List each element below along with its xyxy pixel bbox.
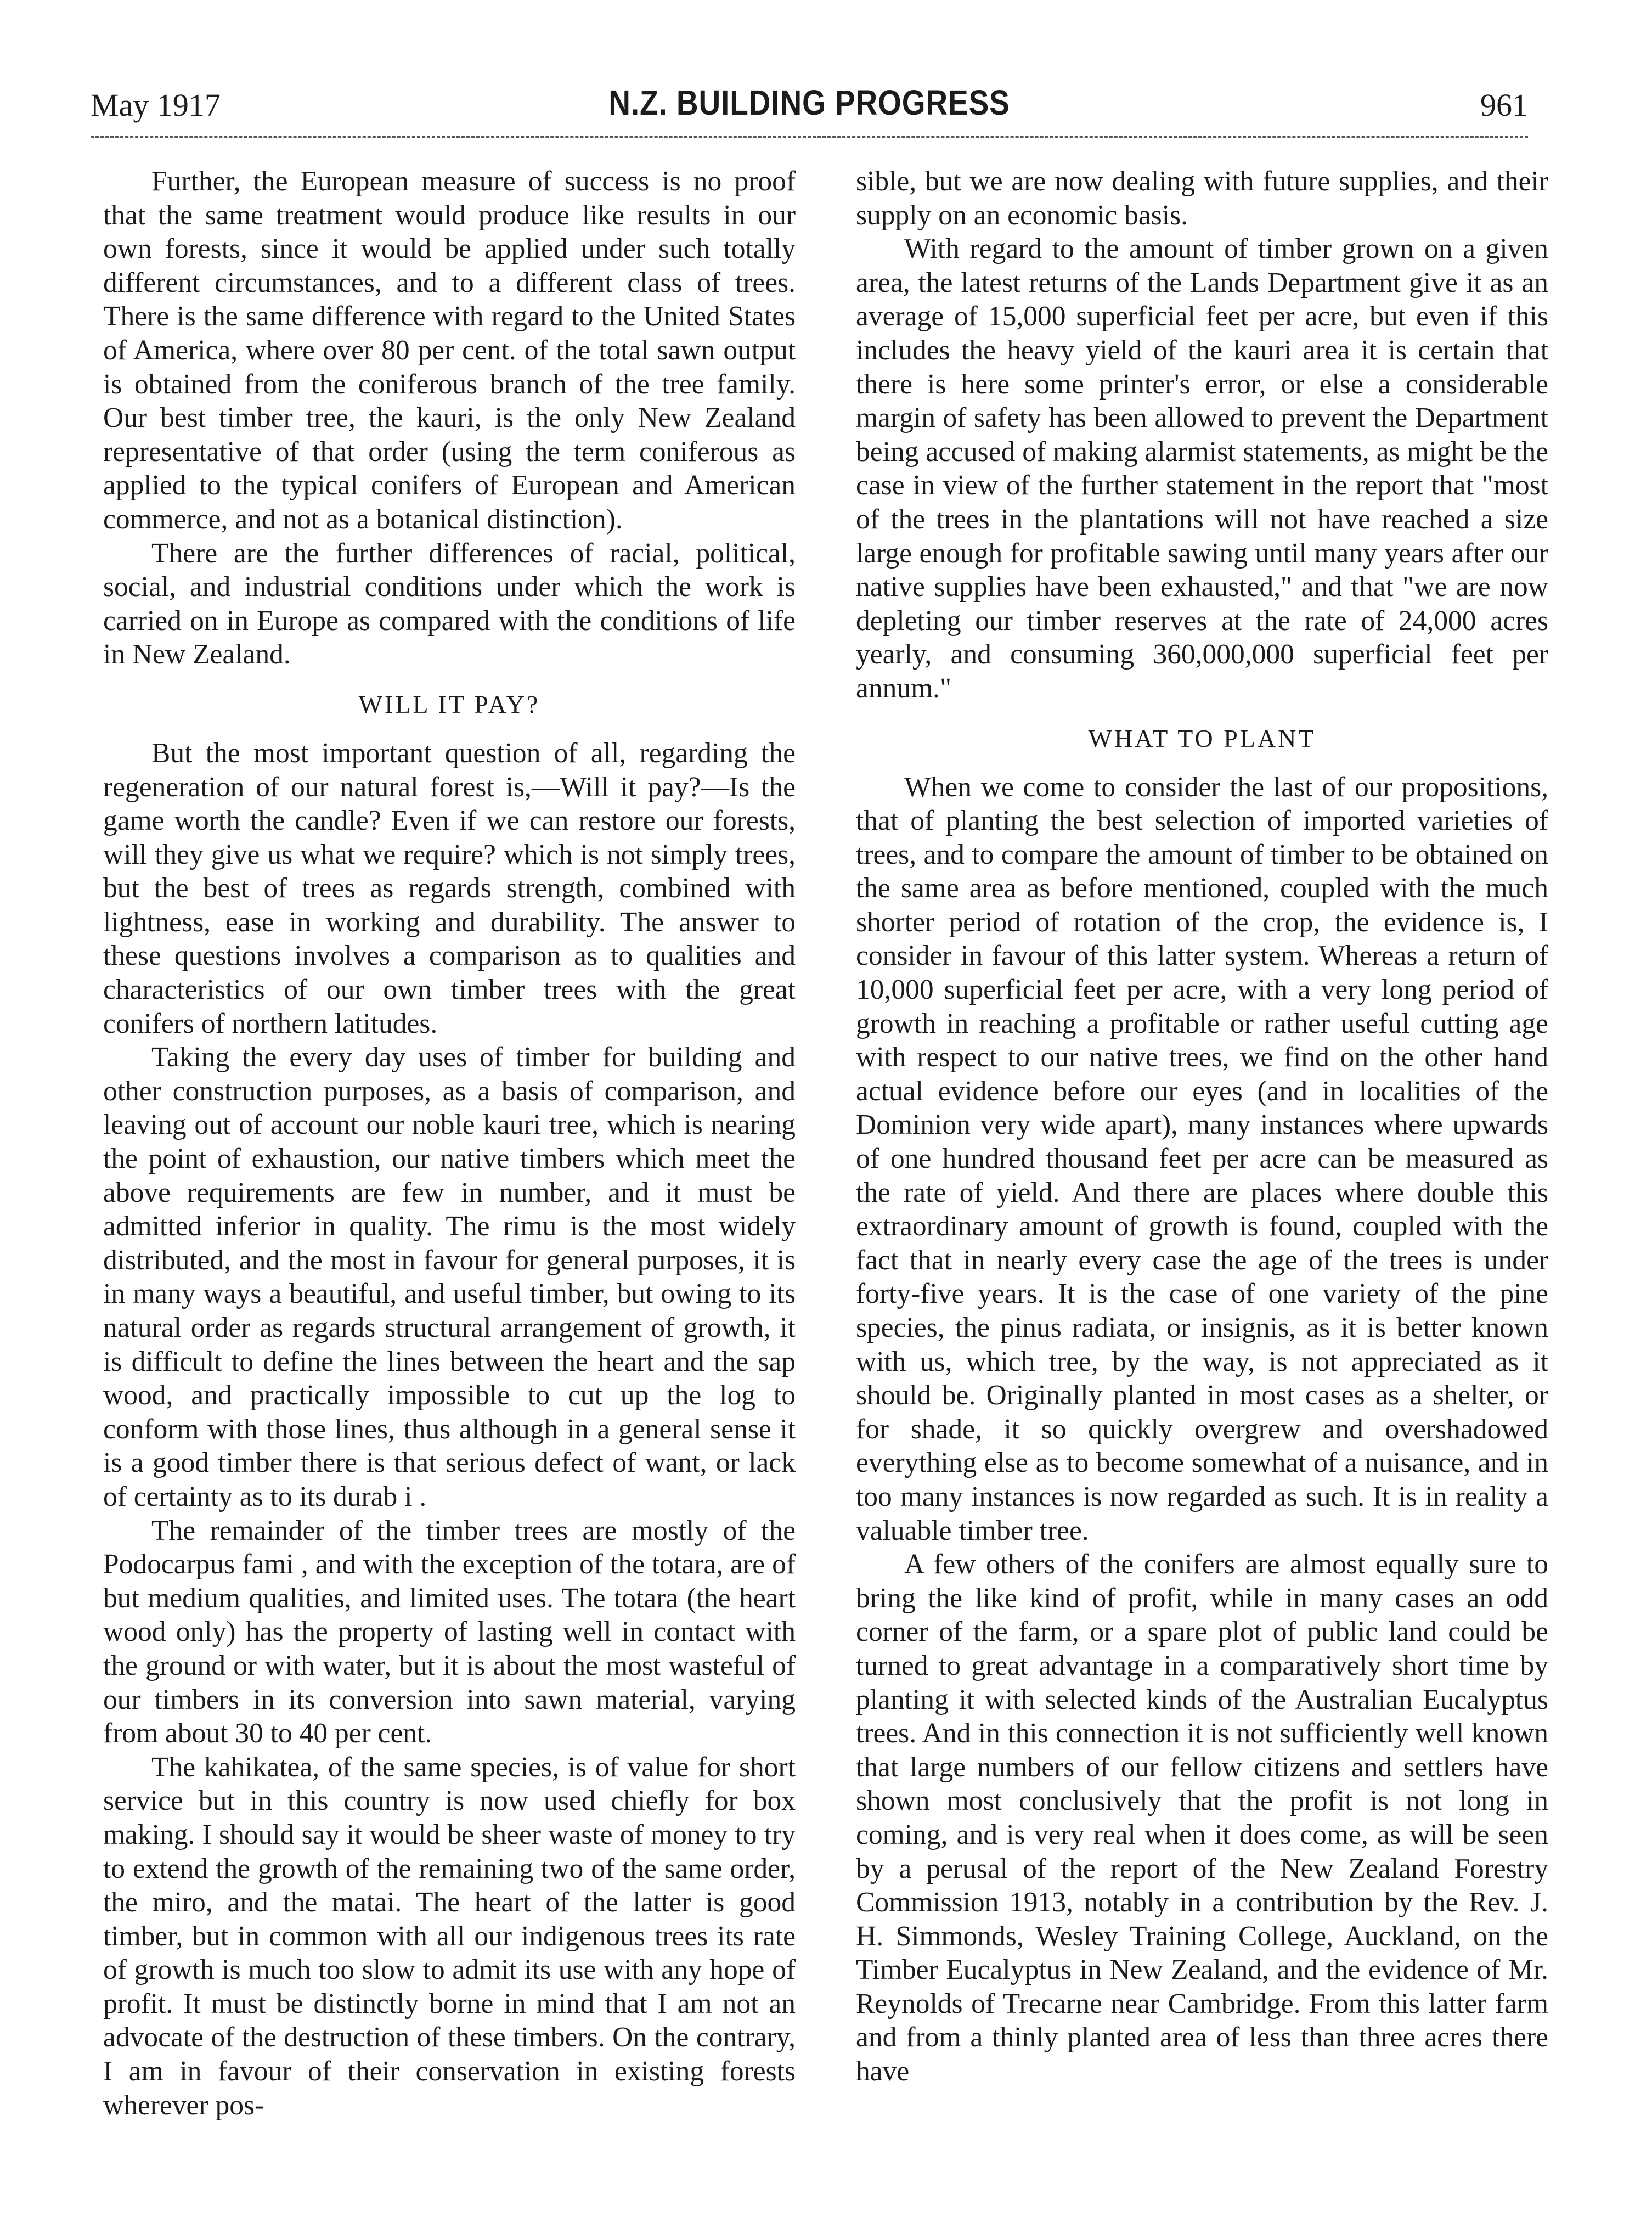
left-column <box>103 165 796 2173</box>
paragraph-continued: sible, but we are now dealing with future supplies, and their supply on an economic basis. <box>856 166 1548 231</box>
running-header <box>91 82 1528 134</box>
section-heading: WILL IT PAY? <box>358 690 540 718</box>
page-number: 961 <box>1480 87 1528 123</box>
right-column <box>856 165 1548 2173</box>
issue-date: May 1917 <box>91 87 221 123</box>
paragraph: With regard to the amount of timber grown on a given area, the latest returns of the Lands Department give it as an average of 15,000 superficial feet per acre, but even if this includes the heavy yield of the kauri area it is certain that there is here some printer's error, or else a considerable margin of safety has been allowed to prevent the Department being accused of making alarmist statements, as might be the case in view of the further statement in the report that "most of the trees in the plantations will not have reached a size large enough for profitable sawing until many years after our native supplies have been exhausted," and that "we are now depleting our timber reserves at the rate of 24,000 acres yearly, and consuming 360,000,000 superficial feet per annum." <box>856 233 1548 704</box>
paragraph: Taking the every day uses of timber for building and other construction purposes, as a basis of comparison, and leaving out of account our noble kauri tree, which is nearing the point of exhaustion, our native timbers which meet the above requirements are few in number, and it must be admitted inferior in quality. The rimu is the most widely distributed, and the most in favour for general purposes, it is in many ways a beautiful, and useful timber, but owing to its natural order as regards structural arrangement of growth, it is difficult to define the lines between the heart and the sap wood, and practically impossible to cut up the log to conform with those lines, thus although in a general sense it is a good timber there is that serious defect of want, or lack of certainty as to its durab i . <box>103 1042 796 1512</box>
paragraph: When we come to consider the last of our propositions, that of planting the best selection of imported varieties of trees, and to compare the amount of timber to be obtained on the same area as before mentioned, coupled with the much shorter period of rotation of the crop, the evidence is, I consider in favour of this latter system. Whereas a return of 10,000 superficial feet per acre, with a very long period of growth in reaching a profitable or rather useful cutting age with respect to our native trees, we find on the other hand actual evidence before our eyes (and in localities of the Dominion very wide apart), many instances where upwards of one hundred thousand feet per acre can be measured as the rate of yield. And there are places where double this extraordinary amount of growth is found, coupled with the fact that in nearly every case the age of the trees is under forty-five years. It is the case of one variety of the pine species, the pinus radiata, or insignis, as it is better known with us, which tree, by the way, is not appreciated as it should be. Originally planted in most cases as a shelter, or for shade, it so quickly overgrew and overshadowed everything else as to become somewhat of a nuisance, and in too many instances is now regarded as such. It is in reality a valuable timber tree. <box>856 771 1548 1546</box>
paragraph: The remainder of the timber trees are mostly of the Podocarpus fami , and with the exception of the totara, are of but medium qualities, and limited uses. The totara (the heart wood only) has the property of lasting well in contact with the ground or with water, but it is about the most wasteful of our timbers in its conversion into sawn material, varying from about 30 to 40 per cent. <box>103 1515 796 1750</box>
publication-title: N.Z. BUILDING PROGRESS <box>608 83 1010 122</box>
paragraph: Further, the European measure of success is no proof that the same treatment would produce like results in our own forests, since it would be applied under such totally different circumstances, and to a different class of trees. There is the same difference with regard to the United States of America, where over 80 per cent. of the total sawn output is obtained from the coniferous branch of the tree family. Our best timber tree, the kauri, is the only New Zealand representative of that order (using the term coniferous as applied to the typical conifers of European and American commerce, and not as a botanical distinction). <box>103 166 796 535</box>
paragraph: But the most important question of all, regarding the regeneration of our natural forest is,—Will it pay?—Is the game worth the candle? Even if we can restore our forests, will they give us what we require? which is not simply trees, but the best of trees as regards strength, combined with lightness, ease in working and durability. The answer to these questions involves a comparison as to qualities and characteristics of our own timber trees with the great conifers of northern latitudes. <box>103 737 796 1039</box>
paragraph: The kahikatea, of the same species, is of value for short service but in this country is now used chiefly for box making. I should say it would be sheer waste of money to try to extend the growth of the remaining two of the same order, the miro, and the matai. The heart of the latter is good timber, but in common with all our indigenous trees its rate of growth is much too slow to admit its use with any hope of profit. It must be distinctly borne in mind that I am not an advocate of the destruction of these timbers. On the contrary, I am in favour of their conservation in existing forests wherever pos- <box>103 1751 796 2121</box>
paragraph: A few others of the conifers are almost equally sure to bring the like kind of profit, while in many cases an odd corner of the farm, or a spare plot of public land could be turned to great advantage in a comparatively short time by planting it with selected kinds of the Australian Eucalyptus trees. And in this connection it is not sufficiently well known that large numbers of our fellow citizens and settlers have shown most conclusively that the profit is not long in coming, and is very real when it does come, as will be seen by a perusal of the report of the New Zealand Forestry Commission 1913, notably in a contribution by the Rev. J. H. Simmonds, Wesley Training College, Auckland, on the Timber Eucalyptus in New Zealand, and the evidence of Mr. Reynolds of Trecarne near Cambridge. From this latter farm and from a thinly planted area of less than three acres there have <box>856 1549 1548 2088</box>
paragraph: There are the further differences of racial, political, social, and industrial conditions under which the work is carried on in Europe as compared with the conditions of life in New Zealand. <box>103 537 796 671</box>
section-heading: WHAT TO PLANT <box>1088 724 1316 752</box>
header-rule <box>91 136 1528 138</box>
